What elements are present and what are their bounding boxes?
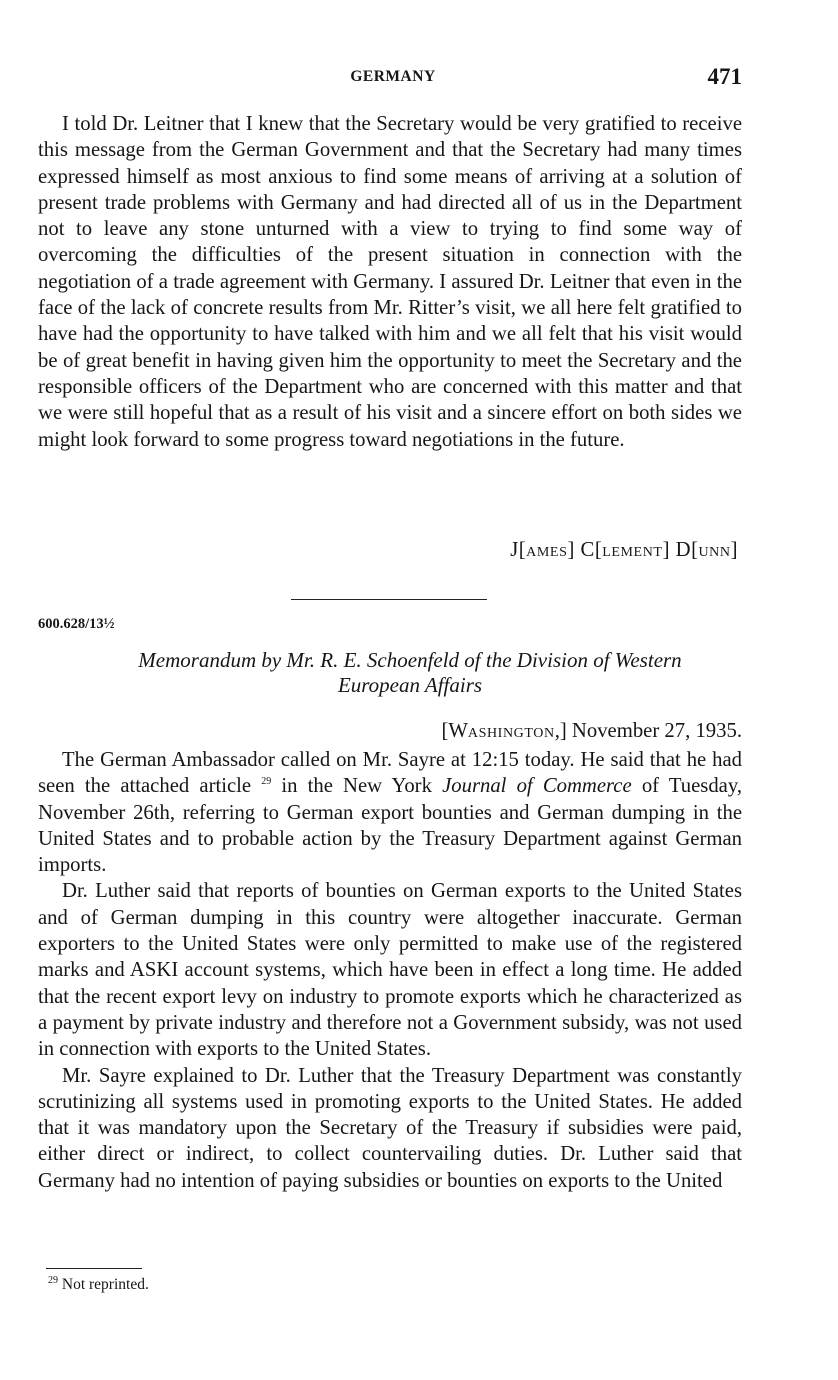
signature-part: ] [730, 539, 738, 561]
section-divider [291, 599, 487, 600]
dateline [441, 720, 742, 743]
publication-title: Journal of Commerce [442, 775, 632, 798]
document-title [38, 648, 782, 698]
page-number: 471 [707, 64, 742, 89]
footnote-divider [46, 1268, 142, 1269]
signature-part: ] D[ [662, 539, 699, 561]
signature-part: UNN [698, 545, 731, 560]
running-title: GERMANY [350, 68, 436, 85]
footnote [48, 1276, 149, 1294]
text-run: in the New York [281, 775, 432, 798]
continued-memo-text [38, 111, 742, 453]
file-number: 600.628/13½ [38, 616, 115, 632]
footnote-text: Not reprinted. [61, 1276, 149, 1293]
footnote-reference: 29 [261, 776, 272, 788]
signature-part: J[ [510, 539, 527, 561]
dateline-part: [W [441, 720, 468, 742]
signature-part: LEMENT [602, 545, 663, 560]
signature-part: AMES [526, 545, 568, 560]
signature [510, 539, 738, 562]
text-run: of Tuesday, November 26th, referring to German export bounties and German dumping in the United States and to probable action by the Treasury Department against German imports. [38, 775, 743, 877]
dateline-part: ,] November 27, 1935. [554, 720, 742, 742]
title-line: European Affairs [337, 673, 483, 697]
running-header [0, 66, 838, 90]
signature-part: ] C[ [567, 539, 603, 561]
paragraph: Dr. Luther said that reports of bounties on German exports to the United States and of German dumping in this country were altogether inaccurate. German exporters to the United States were only permitted to make use of the registered marks and ASKI account systems, which have been in effect a long time. He added that the recent export levy on industry to promote exports which he characterized as a payment by private industry and therefore not a Government subsidy, was not used in connection with exports to the United States. [38, 880, 742, 1061]
title-line: Memorandum by Mr. R. E. Schoenfeld of the Division of Western [138, 648, 682, 672]
dateline-part: ASHINGTON [467, 726, 555, 741]
paragraph: Mr. Sayre explained to Dr. Luther that the Treasury Department was constantly scrutinizing all systems used in promoting exports to the United States. He added that it was mandatory upon the Secretary of the Treasury if subsidies were paid, either direct or indirect, to collect countervailing duties. Dr. Luther said that Germany had no intention of paying subsidies or bounties on exports to the United [38, 1064, 742, 1192]
memo-body [38, 747, 742, 1194]
paragraph: I told Dr. Leitner that I knew that the Secretary would be very gratified to receive this message from the German Government and that the Secretary had many times expressed himself as most anxious to find some means of arriving at a solution of present trade problems with Germany and had directed all of us in the Department not to leave any stone unturned with a view to trying to find some way of overcoming the difficulties of the present situation in connection with the negotiation of a trade agreement with Germany. I assured Dr. Leitner that even in the face of the lack of concrete results from Mr. Ritter’s visit, we all here felt gratified to have had the opportunity to have talked with him and we all felt that his visit would be of great benefit in having given him the opportunity to meet the Secretary and the responsible officers of the Department who are concerned with this matter and that we were still hopeful that as a result of his visit and a sincere effort on both sides we might look forward to some progress toward negotiations in the future. [38, 113, 742, 451]
text-run: The German Ambassador called on Mr. Sayre at 12:15 today. He said that he had seen the attached article [38, 749, 742, 798]
paragraph [38, 747, 742, 878]
footnote-marker: 29 [48, 1274, 58, 1286]
